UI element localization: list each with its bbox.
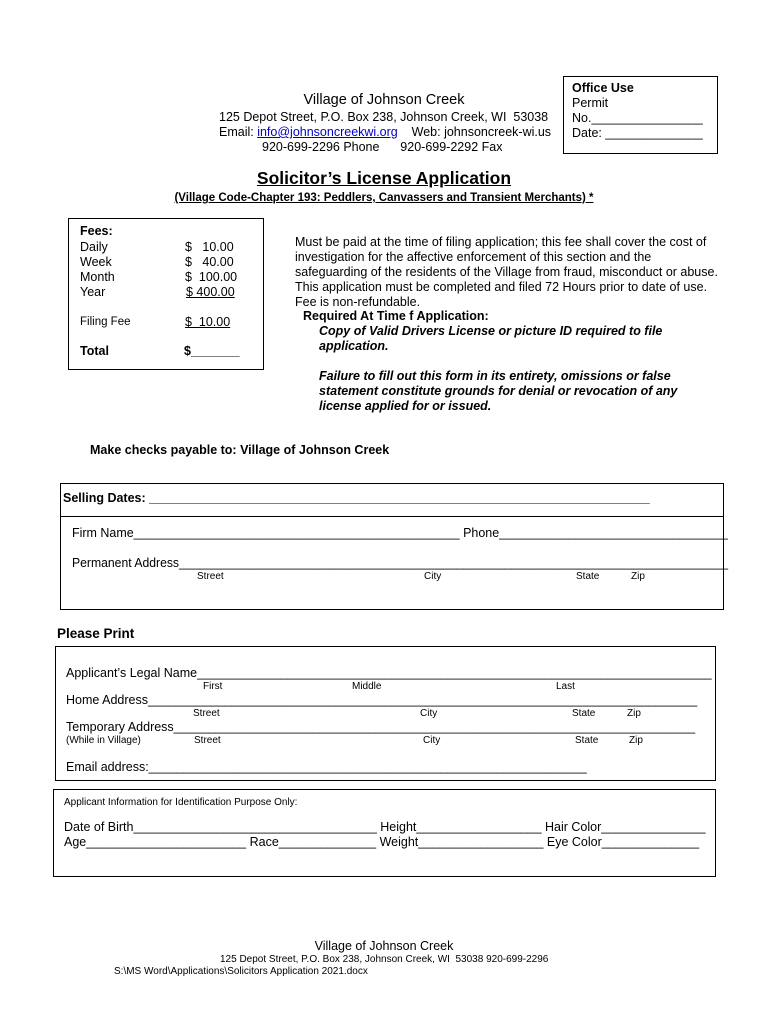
identification-heading: Applicant Information for Identification Purpose Only: bbox=[64, 797, 298, 808]
failure-line-1: Failure to fill out this form in its entirety, omissions or false bbox=[319, 369, 671, 383]
required-heading: Required At Time f Application: bbox=[303, 309, 489, 323]
filing-fee-label: Filing Fee bbox=[80, 316, 131, 328]
total-amount[interactable]: $_______ bbox=[184, 344, 240, 358]
fee-year-label: Year bbox=[80, 285, 106, 299]
page-subtitle: (Village Code-Chapter 193: Peddlers, Canvassers and Transient Merchants) * bbox=[174, 192, 594, 204]
note-line-5: Fee is non-refundable. bbox=[295, 295, 421, 309]
page-title: Solicitor’s License Application bbox=[256, 168, 512, 188]
failure-line-2: statement constitute grounds for denial or revocation of any bbox=[319, 384, 678, 398]
required-line-1: Copy of Valid Drivers License or picture ID required to file bbox=[319, 324, 663, 338]
permanent-address-field[interactable]: Permanent Address_________________________________________________________________________________ bbox=[72, 556, 728, 570]
perm-street-label: Street bbox=[197, 571, 224, 582]
temp-state-label: State bbox=[575, 735, 599, 746]
note-line-3: safeguarding of the residents of the Village from fraud, misconduct or abuse. bbox=[295, 265, 718, 279]
header-phone: 920-699-2296 Phone 920-699-2292 Fax bbox=[262, 140, 503, 154]
fee-year-amount: $ 400.00 bbox=[186, 285, 235, 299]
legal-name-field[interactable]: Applicant’s Legal Name__________________________________________________________________________ bbox=[66, 666, 712, 680]
home-state-label: State bbox=[572, 708, 596, 719]
age-race-weight-eye-fields[interactable]: Age_______________________ Race______________ Weight__________________ Eye Color______________ bbox=[64, 835, 700, 849]
footer-address: 125 Depot Street, P.O. Box 238, Johnson Creek, WI 53038 920-699-2296 bbox=[220, 954, 549, 965]
fee-month-label: Month bbox=[80, 270, 115, 284]
total-label: Total bbox=[80, 344, 109, 358]
footer-village: Village of Johnson Creek bbox=[314, 939, 454, 953]
home-street-label: Street bbox=[193, 708, 220, 719]
fee-week-label: Week bbox=[80, 255, 112, 269]
header-village: Village of Johnson Creek bbox=[303, 92, 465, 108]
temp-city-label: City bbox=[423, 735, 441, 746]
temporary-address-field[interactable]: Temporary Address___________________________________________________________________________ bbox=[66, 720, 696, 734]
perm-state-label: State bbox=[576, 571, 600, 582]
footer-file-path: S:\MS Word\Applications\Solicitors Application 2021.docx bbox=[114, 966, 368, 977]
web-text: Web: johnsoncreek-wi.us bbox=[397, 125, 552, 139]
fee-month-amount: $ 100.00 bbox=[185, 270, 238, 284]
office-use-date: Date: ______________ bbox=[572, 126, 703, 140]
email-label: Email: bbox=[219, 125, 258, 139]
header-contact bbox=[219, 125, 551, 139]
last-label: Last bbox=[556, 681, 575, 692]
required-line-2: application. bbox=[319, 339, 389, 353]
office-use-permit: Permit bbox=[572, 96, 609, 110]
firm-name-field[interactable]: Firm Name_______________________________________________ Phone_________________________________ bbox=[72, 526, 728, 540]
checks-payable: Make checks payable to: Village of Johnson Creek bbox=[90, 443, 390, 457]
note-line-1: Must be paid at the time of filing application; this fee shall cover the cost of bbox=[295, 235, 707, 249]
perm-city-label: City bbox=[424, 571, 442, 582]
office-use-title: Office Use bbox=[572, 81, 634, 95]
temp-zip-label: Zip bbox=[629, 735, 643, 746]
while-in-village-label: (While in Village) bbox=[66, 735, 141, 746]
selling-dates-divider bbox=[60, 516, 724, 517]
fee-daily-label: Daily bbox=[80, 240, 108, 254]
first-label: First bbox=[203, 681, 223, 692]
home-zip-label: Zip bbox=[627, 708, 641, 719]
note-line-4: This application must be completed and filed 72 Hours prior to date of use. bbox=[295, 280, 708, 294]
please-print: Please Print bbox=[57, 626, 135, 641]
fee-daily-amount: $ 10.00 bbox=[185, 240, 234, 254]
middle-label: Middle bbox=[352, 681, 382, 692]
filing-fee-amount: $ 10.00 bbox=[185, 315, 231, 329]
home-address-field[interactable]: Home Address_______________________________________________________________________________ bbox=[66, 693, 698, 707]
note-line-2: investigation for the affective enforcement of this section and the bbox=[295, 250, 652, 264]
office-use-permit-no: No.________________ bbox=[572, 111, 703, 125]
failure-line-3: license applied for or issued. bbox=[319, 399, 492, 413]
perm-zip-label: Zip bbox=[631, 571, 645, 582]
email-address-field[interactable]: Email address:_______________________________________________________________ bbox=[66, 760, 587, 774]
fee-week-amount: $ 40.00 bbox=[185, 255, 234, 269]
fees-heading: Fees: bbox=[80, 224, 113, 238]
header-address: 125 Depot Street, P.O. Box 238, Johnson Creek, WI 53038 bbox=[219, 110, 549, 124]
email-link[interactable]: info@johnsoncreekwi.org bbox=[257, 125, 398, 139]
dob-height-hair-fields[interactable]: Date of Birth___________________________________ Height__________________ Hair Color_______________ bbox=[64, 820, 706, 834]
selling-dates-field[interactable]: Selling Dates: ________________________________________________________________________ bbox=[63, 491, 650, 505]
home-city-label: City bbox=[420, 708, 438, 719]
temp-street-label: Street bbox=[194, 735, 221, 746]
